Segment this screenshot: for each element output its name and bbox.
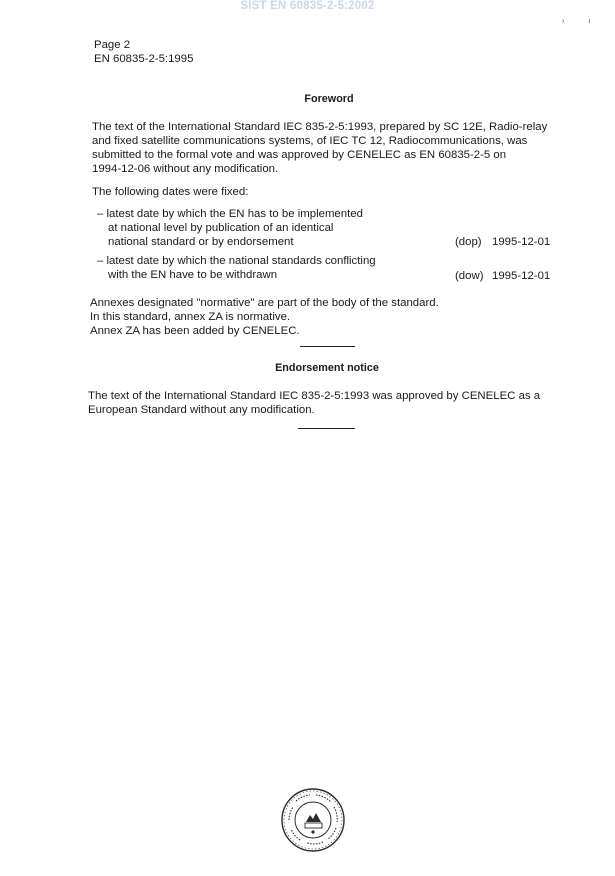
paragraph-line: European Standard without any modification. [88,404,315,416]
foreword-heading: Foreword [304,93,354,105]
foreword-paragraph [92,120,568,176]
watermark: SIST EN 60835-2-5:2002 [240,0,375,12]
paragraph-line: and fixed satellite communications systems, of IEC TC 12, Radiocommunications, was [92,135,528,147]
paragraph-line: submitted to the formal vote and was approved by CENELEC as EN 60835-2-5 on [92,149,507,161]
dates-intro: The following dates were fixed: [92,186,249,198]
date-item-line: – latest date by which the EN has to be implemented [97,208,363,220]
dow-code: (dow) [455,270,484,282]
dop-code: (dop) [455,236,482,248]
annex-line: Annex ZA has been added by CENELEC. [90,325,300,337]
date-item-line: – latest date by which the national standards conflicting [97,255,376,267]
official-stamp-seal-icon [279,786,347,854]
endorsement-heading: Endorsement notice [275,362,379,374]
date-item-line: at national level by publication of an identical [108,222,334,234]
corner-mark: ı [588,18,591,25]
annex-line: Annexes designated "normative" are part of the body of the standard. [90,297,439,309]
annex-line: In this standard, annex ZA is normative. [90,311,291,323]
dow-date: 1995-12-01 [492,270,551,282]
paragraph-line: The text of the International Standard IEC 835-2-5:1993, prepared by SC 12E, Radio-relay [92,121,548,133]
paragraph-line: 1994-12-06 without any modification. [92,163,279,175]
dop-date: 1995-12-01 [492,236,551,248]
corner-mark: › [562,18,565,25]
page-number: Page 2 [94,39,131,51]
paragraph-line: The text of the International Standard IEC 835-2-5:1993 was approved by CENELEC as a [88,390,541,402]
corner-marks [540,18,590,25]
date-item-dow [97,254,376,282]
endorsement-paragraph [88,389,568,417]
date-item-dop [97,207,363,249]
annex-note [90,296,439,338]
page-header [94,38,193,66]
section-divider [300,346,355,347]
date-item-line: with the EN have to be withdrawn [108,269,278,281]
section-divider [298,428,355,429]
document-number: EN 60835-2-5:1995 [94,53,194,65]
date-item-line: national standard or by endorsement [108,236,294,248]
